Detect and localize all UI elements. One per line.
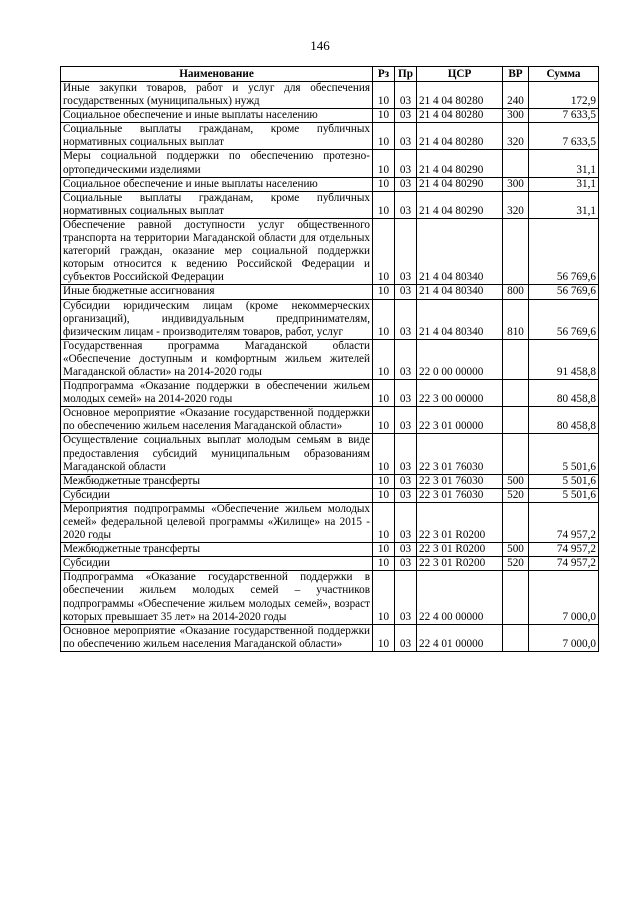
cell-name: Субсидии: [61, 557, 373, 571]
table-row: [61, 502, 599, 542]
table-row: [61, 407, 599, 434]
cell-rz: 10: [373, 434, 395, 474]
cell-rz: 10: [373, 407, 395, 434]
cell-name: Социальное обеспечение и иные выплаты населению: [61, 109, 373, 123]
cell-sum: 74 957,2: [529, 543, 599, 557]
cell-vr: [503, 502, 529, 542]
cell-name: Меры социальной поддержки по обеспечению протезно-ортопедическими изделиями: [61, 150, 373, 177]
cell-name: Субсидии юридическим лицам (кроме некоммерческих организаций), индивидуальным предпринимателям, физическим лицам - производителям товаров, работ, услуг: [61, 299, 373, 339]
cell-sum: 91 458,8: [529, 339, 599, 379]
table-row: [61, 299, 599, 339]
cell-csr: 21 4 04 80290: [417, 150, 503, 177]
cell-csr: 22 0 00 00000: [417, 339, 503, 379]
cell-vr: [503, 624, 529, 651]
cell-name: Межбюджетные трансферты: [61, 543, 373, 557]
cell-name: Подпрограмма «Оказание государственной поддержки в обеспечении жильем молодых семей – участников подпрограммы «Обеспечение жильем молодых семей», возраст которых превышает 35 лет» на 2014-2020 годы: [61, 571, 373, 624]
cell-pr: 03: [395, 285, 417, 299]
table-row: [61, 177, 599, 191]
cell-vr: 500: [503, 474, 529, 488]
cell-csr: 21 4 04 80290: [417, 177, 503, 191]
cell-rz: 10: [373, 571, 395, 624]
cell-pr: 03: [395, 557, 417, 571]
table-row: [61, 571, 599, 624]
cell-csr: 22 3 01 76030: [417, 434, 503, 474]
cell-vr: 240: [503, 82, 529, 109]
cell-sum: 80 458,8: [529, 380, 599, 407]
cell-pr: 03: [395, 434, 417, 474]
cell-name: Социальные выплаты гражданам, кроме публичных нормативных социальных выплат: [61, 191, 373, 218]
cell-pr: 03: [395, 218, 417, 284]
cell-rz: 10: [373, 543, 395, 557]
cell-pr: 03: [395, 299, 417, 339]
cell-rz: 10: [373, 218, 395, 284]
budget-table: [60, 66, 599, 652]
cell-sum: 56 769,6: [529, 218, 599, 284]
cell-pr: 03: [395, 571, 417, 624]
cell-sum: 5 501,6: [529, 474, 599, 488]
table-row: [61, 624, 599, 651]
cell-csr: 22 3 01 76030: [417, 474, 503, 488]
cell-pr: 03: [395, 407, 417, 434]
cell-rz: 10: [373, 557, 395, 571]
cell-pr: 03: [395, 380, 417, 407]
cell-csr: 22 4 01 00000: [417, 624, 503, 651]
column-header-vr: ВР: [503, 67, 529, 82]
cell-vr: [503, 434, 529, 474]
cell-vr: 320: [503, 123, 529, 150]
cell-pr: 03: [395, 177, 417, 191]
cell-vr: [503, 150, 529, 177]
table-row: [61, 339, 599, 379]
table-row: [61, 123, 599, 150]
cell-name: Государственная программа Магаданской области «Обеспечение доступным и комфортным жильем жителей Магаданской области» на 2014-2020 годы: [61, 339, 373, 379]
cell-name: Межбюджетные трансферты: [61, 474, 373, 488]
cell-vr: 300: [503, 109, 529, 123]
cell-csr: 22 3 01 R0200: [417, 557, 503, 571]
cell-name: Основное мероприятие «Оказание государственной поддержки по обеспечению жильем населения Магаданской области»: [61, 407, 373, 434]
cell-csr: 22 3 01 R0200: [417, 502, 503, 542]
cell-csr: 22 3 01 00000: [417, 407, 503, 434]
cell-pr: 03: [395, 339, 417, 379]
cell-sum: 5 501,6: [529, 488, 599, 502]
table-row: [61, 557, 599, 571]
column-header-csr: ЦСР: [417, 67, 503, 82]
cell-name: Обеспечение равной доступности услуг общественного транспорта на территории Магаданской области для отдельных категорий граждан, оказание мер социальной поддержки которым относится к ведению Российской Федерации и субъектов Российской Федерации: [61, 218, 373, 284]
cell-vr: 320: [503, 191, 529, 218]
cell-name: Иные бюджетные ассигнования: [61, 285, 373, 299]
cell-name: Субсидии: [61, 488, 373, 502]
cell-vr: 520: [503, 488, 529, 502]
table-row: [61, 109, 599, 123]
cell-vr: [503, 218, 529, 284]
table-row: [61, 150, 599, 177]
cell-rz: 10: [373, 502, 395, 542]
cell-rz: 10: [373, 177, 395, 191]
cell-vr: [503, 339, 529, 379]
column-header-pr: Пр: [395, 67, 417, 82]
cell-sum: 80 458,8: [529, 407, 599, 434]
cell-rz: 10: [373, 191, 395, 218]
cell-name: Социальное обеспечение и иные выплаты населению: [61, 177, 373, 191]
cell-csr: 22 3 01 R0200: [417, 543, 503, 557]
table-row: [61, 474, 599, 488]
cell-csr: 21 4 04 80290: [417, 191, 503, 218]
cell-sum: 7 633,5: [529, 123, 599, 150]
cell-sum: 31,1: [529, 191, 599, 218]
table-row: [61, 285, 599, 299]
cell-csr: 22 4 00 00000: [417, 571, 503, 624]
cell-name: Основное мероприятие «Оказание государственной поддержки по обеспечению жильем населения Магаданской области»: [61, 624, 373, 651]
cell-vr: 500: [503, 543, 529, 557]
cell-vr: [503, 407, 529, 434]
cell-csr: 21 4 04 80340: [417, 285, 503, 299]
cell-name: Подпрограмма «Оказание поддержки в обеспечении жильем молодых семей» на 2014-2020 годы: [61, 380, 373, 407]
column-header-sum: Сумма: [529, 67, 599, 82]
cell-sum: 7 000,0: [529, 624, 599, 651]
cell-csr: 21 4 04 80280: [417, 123, 503, 150]
cell-pr: 03: [395, 624, 417, 651]
cell-name: Иные закупки товаров, работ и услуг для обеспечения государственных (муниципальных) нужд: [61, 82, 373, 109]
cell-pr: 03: [395, 82, 417, 109]
table-row: [61, 488, 599, 502]
cell-rz: 10: [373, 299, 395, 339]
cell-rz: 10: [373, 123, 395, 150]
cell-vr: 300: [503, 177, 529, 191]
cell-vr: [503, 380, 529, 407]
column-header-name: Наименование: [61, 67, 373, 82]
cell-vr: 810: [503, 299, 529, 339]
cell-sum: 74 957,2: [529, 502, 599, 542]
table-row: [61, 82, 599, 109]
cell-rz: 10: [373, 474, 395, 488]
cell-vr: 520: [503, 557, 529, 571]
cell-sum: 7 000,0: [529, 571, 599, 624]
table-body: [61, 82, 599, 652]
cell-pr: 03: [395, 109, 417, 123]
cell-csr: 22 3 00 00000: [417, 380, 503, 407]
cell-rz: 10: [373, 285, 395, 299]
cell-rz: 10: [373, 624, 395, 651]
cell-rz: 10: [373, 150, 395, 177]
cell-rz: 10: [373, 82, 395, 109]
table-row: [61, 543, 599, 557]
cell-pr: 03: [395, 150, 417, 177]
cell-sum: 7 633,5: [529, 109, 599, 123]
cell-rz: 10: [373, 339, 395, 379]
cell-csr: 21 4 04 80280: [417, 109, 503, 123]
cell-pr: 03: [395, 191, 417, 218]
cell-sum: 56 769,6: [529, 299, 599, 339]
cell-csr: 21 4 04 80340: [417, 218, 503, 284]
table-header-row: [61, 67, 599, 82]
column-header-rz: Рз: [373, 67, 395, 82]
cell-rz: 10: [373, 488, 395, 502]
cell-sum: 31,1: [529, 177, 599, 191]
cell-sum: 74 957,2: [529, 557, 599, 571]
table-row: [61, 191, 599, 218]
cell-csr: 21 4 04 80280: [417, 82, 503, 109]
cell-sum: 56 769,6: [529, 285, 599, 299]
cell-csr: 22 3 01 76030: [417, 488, 503, 502]
cell-name: Социальные выплаты гражданам, кроме публичных нормативных социальных выплат: [61, 123, 373, 150]
cell-pr: 03: [395, 123, 417, 150]
cell-pr: 03: [395, 543, 417, 557]
cell-name: Осуществление социальных выплат молодым семьям в виде предоставления субсидий муниципальным образованиям Магаданской области: [61, 434, 373, 474]
table-row: [61, 380, 599, 407]
table-row: [61, 218, 599, 284]
cell-pr: 03: [395, 488, 417, 502]
table-row: [61, 434, 599, 474]
page-number: 146: [310, 38, 330, 53]
cell-sum: 172,9: [529, 82, 599, 109]
cell-rz: 10: [373, 380, 395, 407]
cell-pr: 03: [395, 502, 417, 542]
cell-sum: 31,1: [529, 150, 599, 177]
cell-csr: 21 4 04 80340: [417, 299, 503, 339]
cell-rz: 10: [373, 109, 395, 123]
cell-name: Мероприятия подпрограммы «Обеспечение жильем молодых семей» федеральной целевой программы «Жилище» на 2015 - 2020 годы: [61, 502, 373, 542]
cell-vr: 800: [503, 285, 529, 299]
cell-pr: 03: [395, 474, 417, 488]
cell-vr: [503, 571, 529, 624]
cell-sum: 5 501,6: [529, 434, 599, 474]
